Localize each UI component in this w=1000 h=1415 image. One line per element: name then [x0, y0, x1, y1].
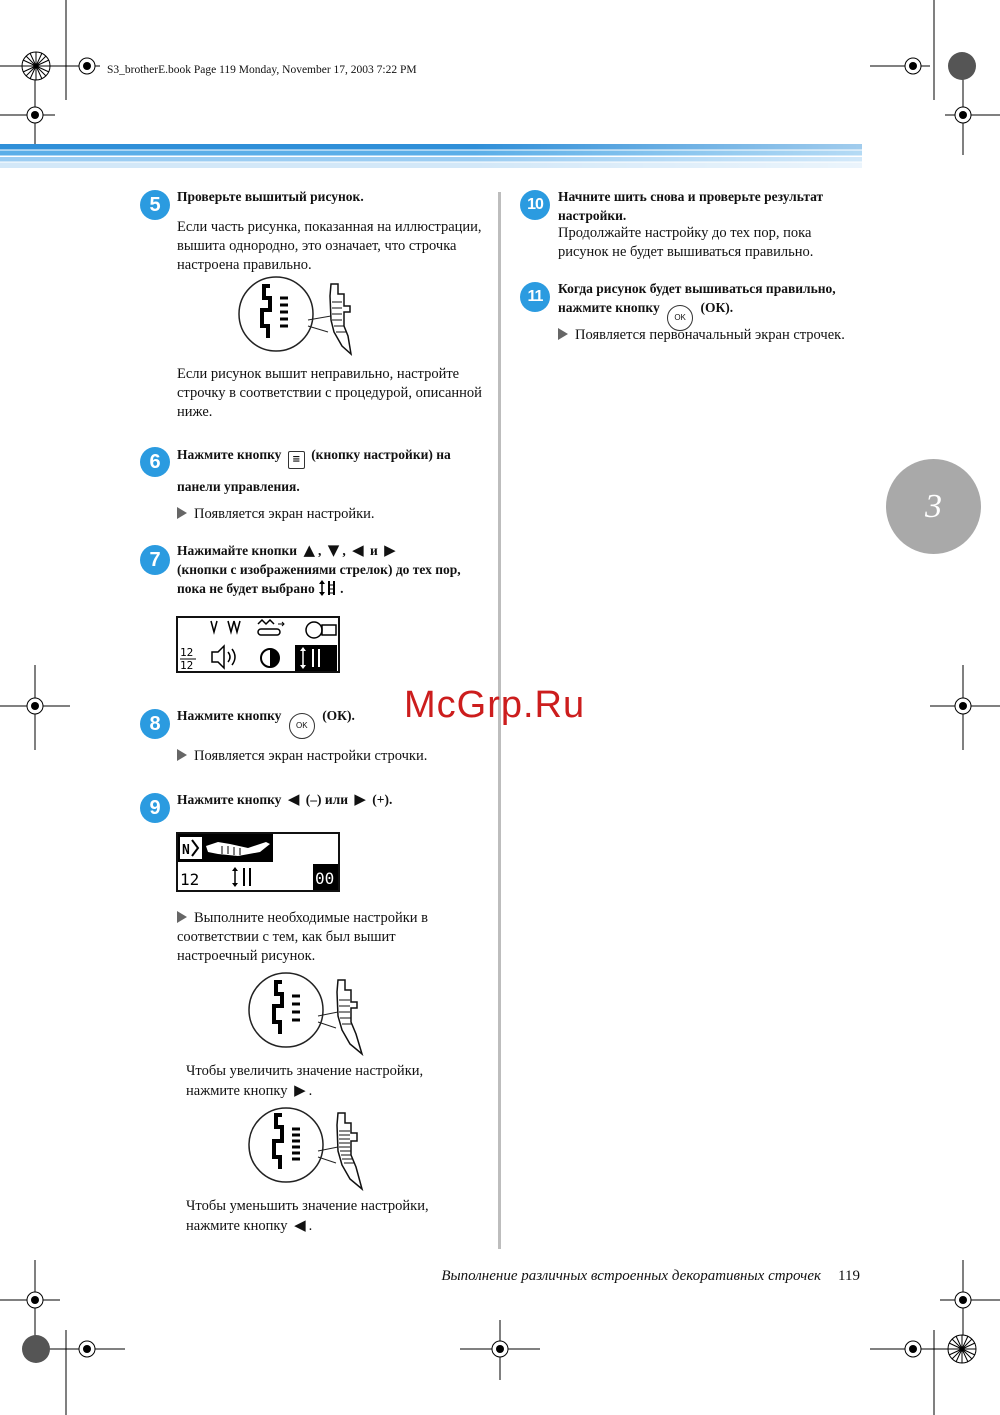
- settings-lcd-screen: [176, 616, 340, 673]
- step-title-part: Нажимайте кнопки: [177, 543, 298, 558]
- step-title: [177, 790, 392, 809]
- result-arrow-icon: [177, 749, 187, 761]
- lcd-stitch-number: 12: [180, 870, 200, 889]
- up-arrow-icon: ▲: [303, 541, 316, 559]
- down-arrow-icon: ▼: [327, 541, 340, 559]
- result-text: Выполните необходимые настройки в соответствии с тем, как был вышит настроечный рисунок.: [177, 910, 428, 964]
- minus-label: (–) или: [305, 792, 348, 807]
- step-number: 9: [140, 793, 170, 823]
- step-text: Если часть рисунка, показанная на иллюстрации, вышита однородно, это означает, что строчка настроена правильно.: [177, 219, 482, 273]
- step-title: Проверьте вышитый рисунок.: [177, 189, 364, 204]
- right-arrow-icon: ▶: [294, 1081, 306, 1099]
- step-number: 6: [140, 447, 170, 477]
- decrease-text: Чтобы уменьшить значение настройки, нажмите кнопку: [186, 1198, 429, 1234]
- step-title: [177, 445, 451, 469]
- step-title: Начните шить снова и проверьте результат настройки.: [558, 189, 824, 223]
- settings-key-icon: ≡: [288, 451, 305, 469]
- result-arrow-icon: [177, 911, 187, 923]
- increase-instruction: Чтобы увеличить значение настройки, нажмите кнопку ▶ .: [186, 1063, 424, 1099]
- result-text: Появляется первоначальный экран строчек.: [575, 327, 845, 343]
- step-number: 5: [140, 190, 170, 220]
- file-header: S3_brotherE.book Page 119 Monday, November 17, 2003 7:22 PM: [107, 64, 417, 76]
- lcd-fraction-top: 12: [180, 646, 194, 659]
- ok-button-icon: OK: [289, 713, 315, 739]
- lcd-adjust-value: 00: [315, 869, 335, 888]
- step-title-part: пока не будет выбрано: [177, 581, 315, 596]
- step-title-line: (кнопки с изображениями стрелок) до тех пор,: [177, 562, 461, 577]
- step-title-part: Нажмите кнопку: [177, 708, 282, 723]
- step-number: 7: [140, 545, 170, 575]
- step-title-line: пока не будет выбрано .: [177, 581, 344, 596]
- step-title-part: (кнопку настройки) на: [311, 447, 451, 462]
- step-result: [177, 505, 375, 524]
- right-arrow-icon: ▶: [384, 541, 396, 559]
- step-number: 11: [520, 282, 550, 312]
- chapter-badge: 3: [886, 459, 981, 554]
- step-title-part: (ОК).: [700, 300, 734, 315]
- header-band-fade: [0, 144, 862, 168]
- decrease-instruction: Чтобы уменьшить значение настройки, нажмите кнопку ◀ .: [186, 1198, 429, 1234]
- step-title-part: Нажмите кнопку: [177, 792, 282, 807]
- footer-section-title: Выполнение различных встроенных декоративных строчек: [441, 1268, 821, 1284]
- step-result: [558, 326, 848, 345]
- left-arrow-icon: ◀: [352, 541, 364, 559]
- stitch-illustration-increase: [246, 972, 376, 1058]
- step-result: [177, 747, 427, 766]
- step-title-part: Нажмите кнопку: [177, 447, 282, 462]
- increase-text: Чтобы увеличить значение настройки, нажмите кнопку: [186, 1063, 424, 1099]
- and-word: и: [369, 543, 378, 558]
- step-number: 8: [140, 709, 170, 739]
- stitch-adjust-icon: [318, 579, 340, 597]
- step-title: [558, 279, 858, 331]
- step-title: [177, 706, 355, 739]
- step-title-line: панели управления.: [177, 479, 300, 494]
- right-arrow-icon: ▶: [354, 790, 366, 808]
- step-title: Нажимайте кнопки ▲ , ▼ , ◀ и ▶: [177, 541, 396, 559]
- lcd-fraction-bottom: 12: [180, 659, 194, 671]
- result-text: Появляется экран настройки строчки.: [194, 748, 428, 764]
- stitch-adjust-lcd-screen: [176, 832, 340, 892]
- result-arrow-icon: [558, 328, 568, 340]
- watermark: McGrp.Ru: [404, 684, 586, 726]
- step-number: 10: [520, 190, 550, 220]
- stitch-illustration-decrease: [246, 1107, 376, 1193]
- result-text: Появляется экран настройки.: [194, 506, 375, 522]
- left-arrow-icon: ◀: [294, 1216, 306, 1234]
- result-arrow-icon: [177, 507, 187, 519]
- lcd-icons: [178, 618, 338, 671]
- step-title-part: Когда рисунок будет вышиваться правильно, нажмите кнопку: [558, 281, 836, 315]
- ok-button-icon: OK: [667, 305, 693, 331]
- page-number: 119: [838, 1268, 860, 1284]
- plus-label: (+).: [372, 792, 393, 807]
- step-title-part: (ОК).: [322, 708, 355, 723]
- left-arrow-icon: ◀: [287, 790, 300, 808]
- step-result: [177, 909, 477, 966]
- lcd-content: [178, 834, 338, 890]
- step-text: Продолжайте настройку до тех пор, пока рисунок не будет вышиваться правильно.: [558, 225, 814, 260]
- stitch-illustration: [236, 276, 366, 362]
- svg-text:N: N: [182, 843, 190, 858]
- step-text: Если рисунок вышит неправильно, настройте строчку в соответствии с процедурой, описанной ниже.: [177, 366, 482, 420]
